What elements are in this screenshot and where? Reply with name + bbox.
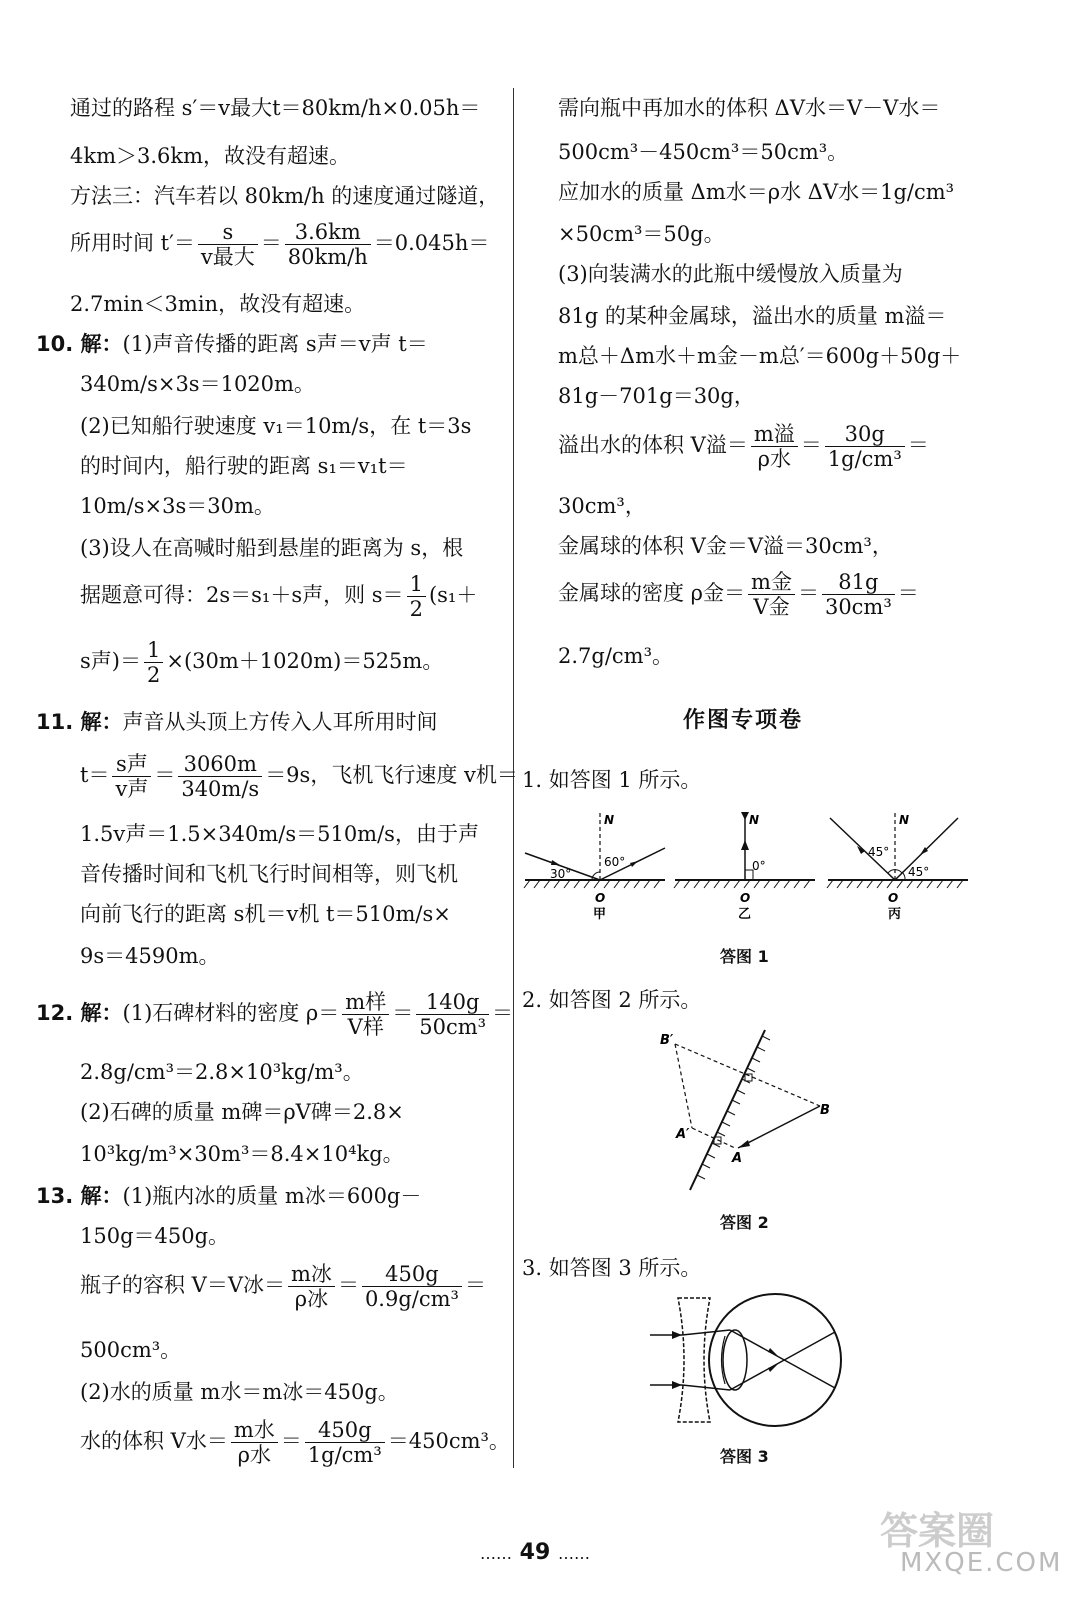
diagram-jia [524, 810, 665, 922]
svg-text:45°: 45° [868, 845, 890, 859]
question-13: 13. 解：(1)瓶内冰的质量 m冰＝600g－ [36, 1184, 422, 1208]
text-line: 音传播时间和飞机飞行时间相等，则飞机 [80, 862, 458, 886]
text-line: 81g－701g＝30g， [558, 384, 755, 408]
text-line: 2.7min＜3min，故没有超速。 [70, 292, 366, 316]
text-line: 向前飞行的距离 s机＝v机 t＝510m/s× [80, 902, 451, 926]
page-number: …… 49 …… [480, 1540, 590, 1565]
text-line: 金属球的体积 V金＝V溢＝30cm³， [558, 534, 893, 558]
svg-text:乙: 乙 [738, 907, 752, 922]
svg-text:B′: B′ [660, 1033, 674, 1048]
svg-text:甲: 甲 [593, 907, 607, 922]
svg-text:N: N [604, 813, 615, 827]
watermark-logo: 答案圈 [880, 1509, 995, 1553]
diagram-bing [827, 810, 968, 922]
formula-line: 水的体积 V水＝ $\frac{\text{m水}}{\text{ρ水}}$ ＝ $\frac{450g}{\text{1g/cm³}}$ ＝450cm³。 [80, 1418, 510, 1468]
text-line: 10m/s×3s＝30m。 [80, 494, 275, 518]
text-line: 通过的路程 s′＝v最大t＝80km/h×0.05h＝ [70, 96, 481, 120]
svg-text:60°: 60° [604, 855, 626, 869]
svg-text:O: O [888, 891, 899, 905]
text-line: 应加水的质量 Δm水＝ρ水 ΔV水＝1g/cm³ [558, 180, 955, 204]
text-line: 1.5v声＝1.5×340m/s＝510m/s，由于声 [80, 822, 479, 846]
text-line: ×50cm³＝50g。 [558, 222, 725, 246]
formula-line: 据题意可得：2s＝s₁＋s声，则 s＝ $\frac{1}{2}$ (s₁＋ [80, 572, 478, 622]
figure-1-reflection-diagrams [520, 808, 980, 928]
svg-text:45°: 45° [908, 865, 930, 879]
text-line: (2)石碑的质量 m碑＝ρV碑＝2.8× [80, 1100, 404, 1124]
text-line: 4km＞3.6km，故没有超速。 [70, 144, 351, 168]
text-line: 81g 的某种金属球，溢出水的质量 m溢＝ [558, 304, 947, 328]
drawing-answer-3: 3. 如答图 3 所示。 [522, 1256, 702, 1280]
text-line: 30cm³， [558, 494, 646, 518]
question-12: 12. 解：(1)石碑材料的密度 ρ＝ $\frac{\text{m样}}{\text{V样}}$ ＝ $\frac{140g}{\text{50cm³}}$ ＝ [36, 990, 514, 1040]
figure-1-caption: 答图 1 [720, 947, 769, 966]
drawing-answer-2: 2. 如答图 2 所示。 [522, 988, 702, 1012]
figure-2-caption: 答图 2 [720, 1213, 769, 1232]
text-line: (2)已知船行驶速度 v₁＝10m/s，在 t＝3s [80, 414, 472, 438]
text-line: 的时间内，船行驶的距离 s₁＝v₁t＝ [80, 454, 408, 478]
formula-line: 金属球的密度 ρ金＝ $\frac{\text{m金}}{\text{V金}}$ ＝ $\frac{81g}{\text{30cm³}}$ ＝ [558, 570, 919, 620]
svg-text:N: N [749, 813, 760, 827]
formula-line: 瓶子的容积 V＝V冰＝ $\frac{\text{m冰}}{\text{ρ冰}}$ ＝ $\frac{450g}{\text{0.9g/cm³}}$ ＝ [80, 1262, 486, 1312]
section-title: 作图专项卷 [683, 708, 804, 733]
text-line: 500cm³－450cm³＝50cm³。 [558, 140, 849, 164]
watermark-site: MXQE.COM [900, 1548, 1063, 1578]
formula-line: t＝ $\frac{\text{s声}}{\text{v声}}$ ＝ $\frac{3060m}{340m/s}$ ＝9s，飞机飞行速度 v机＝ [80, 752, 518, 802]
text-line: 10³kg/m³×30m³＝8.4×10⁴kg。 [80, 1142, 404, 1166]
text-line: 方法三：汽车若以 80km/h 的速度通过隧道， [70, 184, 500, 208]
svg-text:B: B [820, 1103, 830, 1118]
svg-text:A: A [732, 1151, 743, 1166]
text-line: m总＋Δm水＋m金－m总′＝600g＋50g＋ [558, 344, 962, 368]
svg-text:N: N [899, 813, 910, 827]
svg-text:O: O [595, 891, 606, 905]
svg-text:0°: 0° [752, 859, 766, 873]
text-line: 500cm³。 [80, 1338, 182, 1362]
svg-text:A′: A′ [676, 1127, 690, 1142]
svg-text:30°: 30° [550, 867, 572, 881]
formula-line: s声)＝ $\frac{1}{2}$ ×(30m＋1020m)＝525m。 [80, 638, 444, 688]
question-10: 10. 解：(1)声音传播的距离 s声＝v声 t＝ [36, 332, 428, 356]
question-11: 11. 解：声音从头顶上方传入人耳所用时间 [36, 710, 438, 734]
figure-3-caption: 答图 3 [720, 1447, 769, 1466]
figure-3-eye-lens [650, 1290, 850, 1440]
text-line: 340m/s×3s＝1020m。 [80, 372, 315, 396]
figure-2-plane-mirror [650, 1022, 850, 1194]
text-line: (2)水的质量 m水＝m冰＝450g。 [80, 1380, 399, 1404]
svg-text:丙: 丙 [888, 907, 902, 922]
text-line: 150g＝450g。 [80, 1224, 230, 1248]
text-line: 2.8g/cm³＝2.8×10³kg/m³。 [80, 1060, 364, 1084]
text-line: 9s＝4590m。 [80, 944, 220, 968]
svg-text:O: O [740, 891, 751, 905]
drawing-answer-1: 1. 如答图 1 所示。 [522, 768, 702, 792]
text-line: 2.7g/cm³。 [558, 644, 674, 668]
text-line: (3)设人在高喊时船到悬崖的距离为 s，根 [80, 536, 464, 560]
formula-line: 溢出水的体积 V溢＝ $\frac{\text{m溢}}{\text{ρ水}}$ ＝ $\frac{30g}{\text{1g/cm³}}$ ＝ [558, 422, 929, 472]
formula-line: 所用时间 t′＝ $\frac{s}{\text{v最大}}$ ＝ $\frac{3.6km}{80km/h}$ ＝0.045h＝ [70, 220, 490, 270]
text-line: (3)向装满水的此瓶中缓慢放入质量为 [558, 262, 903, 286]
diagram-yi [674, 812, 815, 922]
text-line: 需向瓶中再加水的体积 ΔV水＝V－V水＝ [558, 96, 941, 120]
